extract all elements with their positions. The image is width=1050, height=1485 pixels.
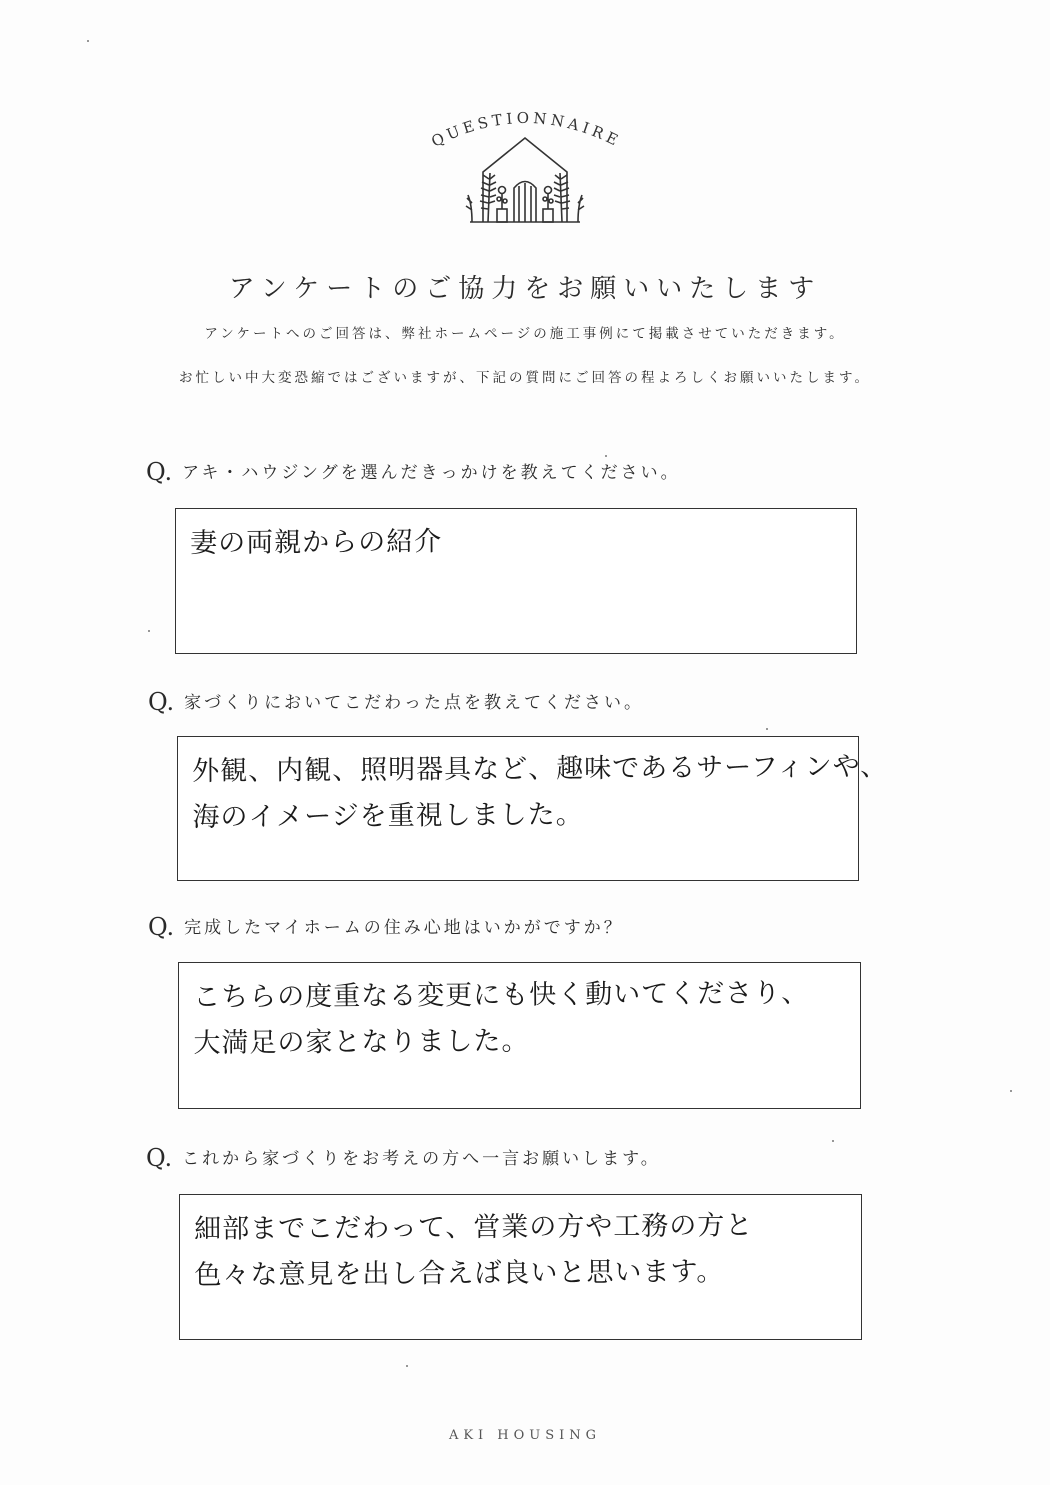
answer-text-2 [192,744,889,841]
question-text: 完成したマイホームの住み心地はいかがですか？ [184,918,624,938]
question-3 [148,913,624,941]
scan-speck [148,630,150,632]
scan-speck [406,1365,408,1367]
answer-box-1 [175,508,857,654]
scan-speck [832,1140,834,1142]
answer-line: 妻の両親からの紹介 [190,526,443,559]
questionnaire-logo [400,95,650,235]
answer-text-1 [190,516,846,567]
scan-speck [87,40,89,42]
house-with-plants-icon [466,138,584,222]
answer-line: 外観、内観、照明器具など、趣味であるサーフィンや、 [192,751,889,787]
scan-speck [605,455,607,457]
logo-text: QUESTIONNAIRE [428,108,625,151]
question-1 [146,458,681,486]
intro-line-2: お忙しい中大変恐縮ではございますが、下記の質問にご回答の程よろしくお願いいたします。 [179,370,871,386]
question-4 [146,1144,661,1172]
answer-line: 大満足の家となりました。 [193,1025,530,1059]
answer-text-4 [194,1202,852,1299]
answer-box-3 [178,962,861,1109]
footer-brand: AKI HOUSING [448,1428,602,1443]
question-text: これから家づくりをお考えの方へ一言お願いします。 [182,1149,661,1169]
scan-speck [766,728,768,730]
question-marker: Q. [146,1144,173,1172]
answer-line: 細部までこだわって、営業の方や工務の方と [194,1210,754,1245]
scan-speck [1010,1090,1012,1092]
page-title: アンケートのご協力をお願いいたします [228,274,822,304]
question-marker: Q. [148,688,175,716]
answer-text-3 [193,970,851,1067]
answer-line: こちらの度重なる変更にも快く動いてくださり、 [193,977,810,1013]
intro-line-1: アンケートへのご回答は、弊社ホームページの施工事例にて掲載させていただきます。 [204,326,846,342]
question-marker: Q. [146,458,173,486]
question-2 [148,688,644,716]
question-text: 家づくりにおいてこだわった点を教えてください。 [184,693,644,713]
answer-line: 色々な意見を出し合えば良いと思います。 [194,1256,725,1291]
question-text: アキ・ハウジングを選んだきっかけを教えてください。 [182,463,681,483]
answer-box-4 [179,1194,862,1340]
answer-line: 海のイメージを重視しました。 [192,799,584,833]
answer-box-2 [177,736,889,881]
question-marker: Q. [148,913,175,941]
